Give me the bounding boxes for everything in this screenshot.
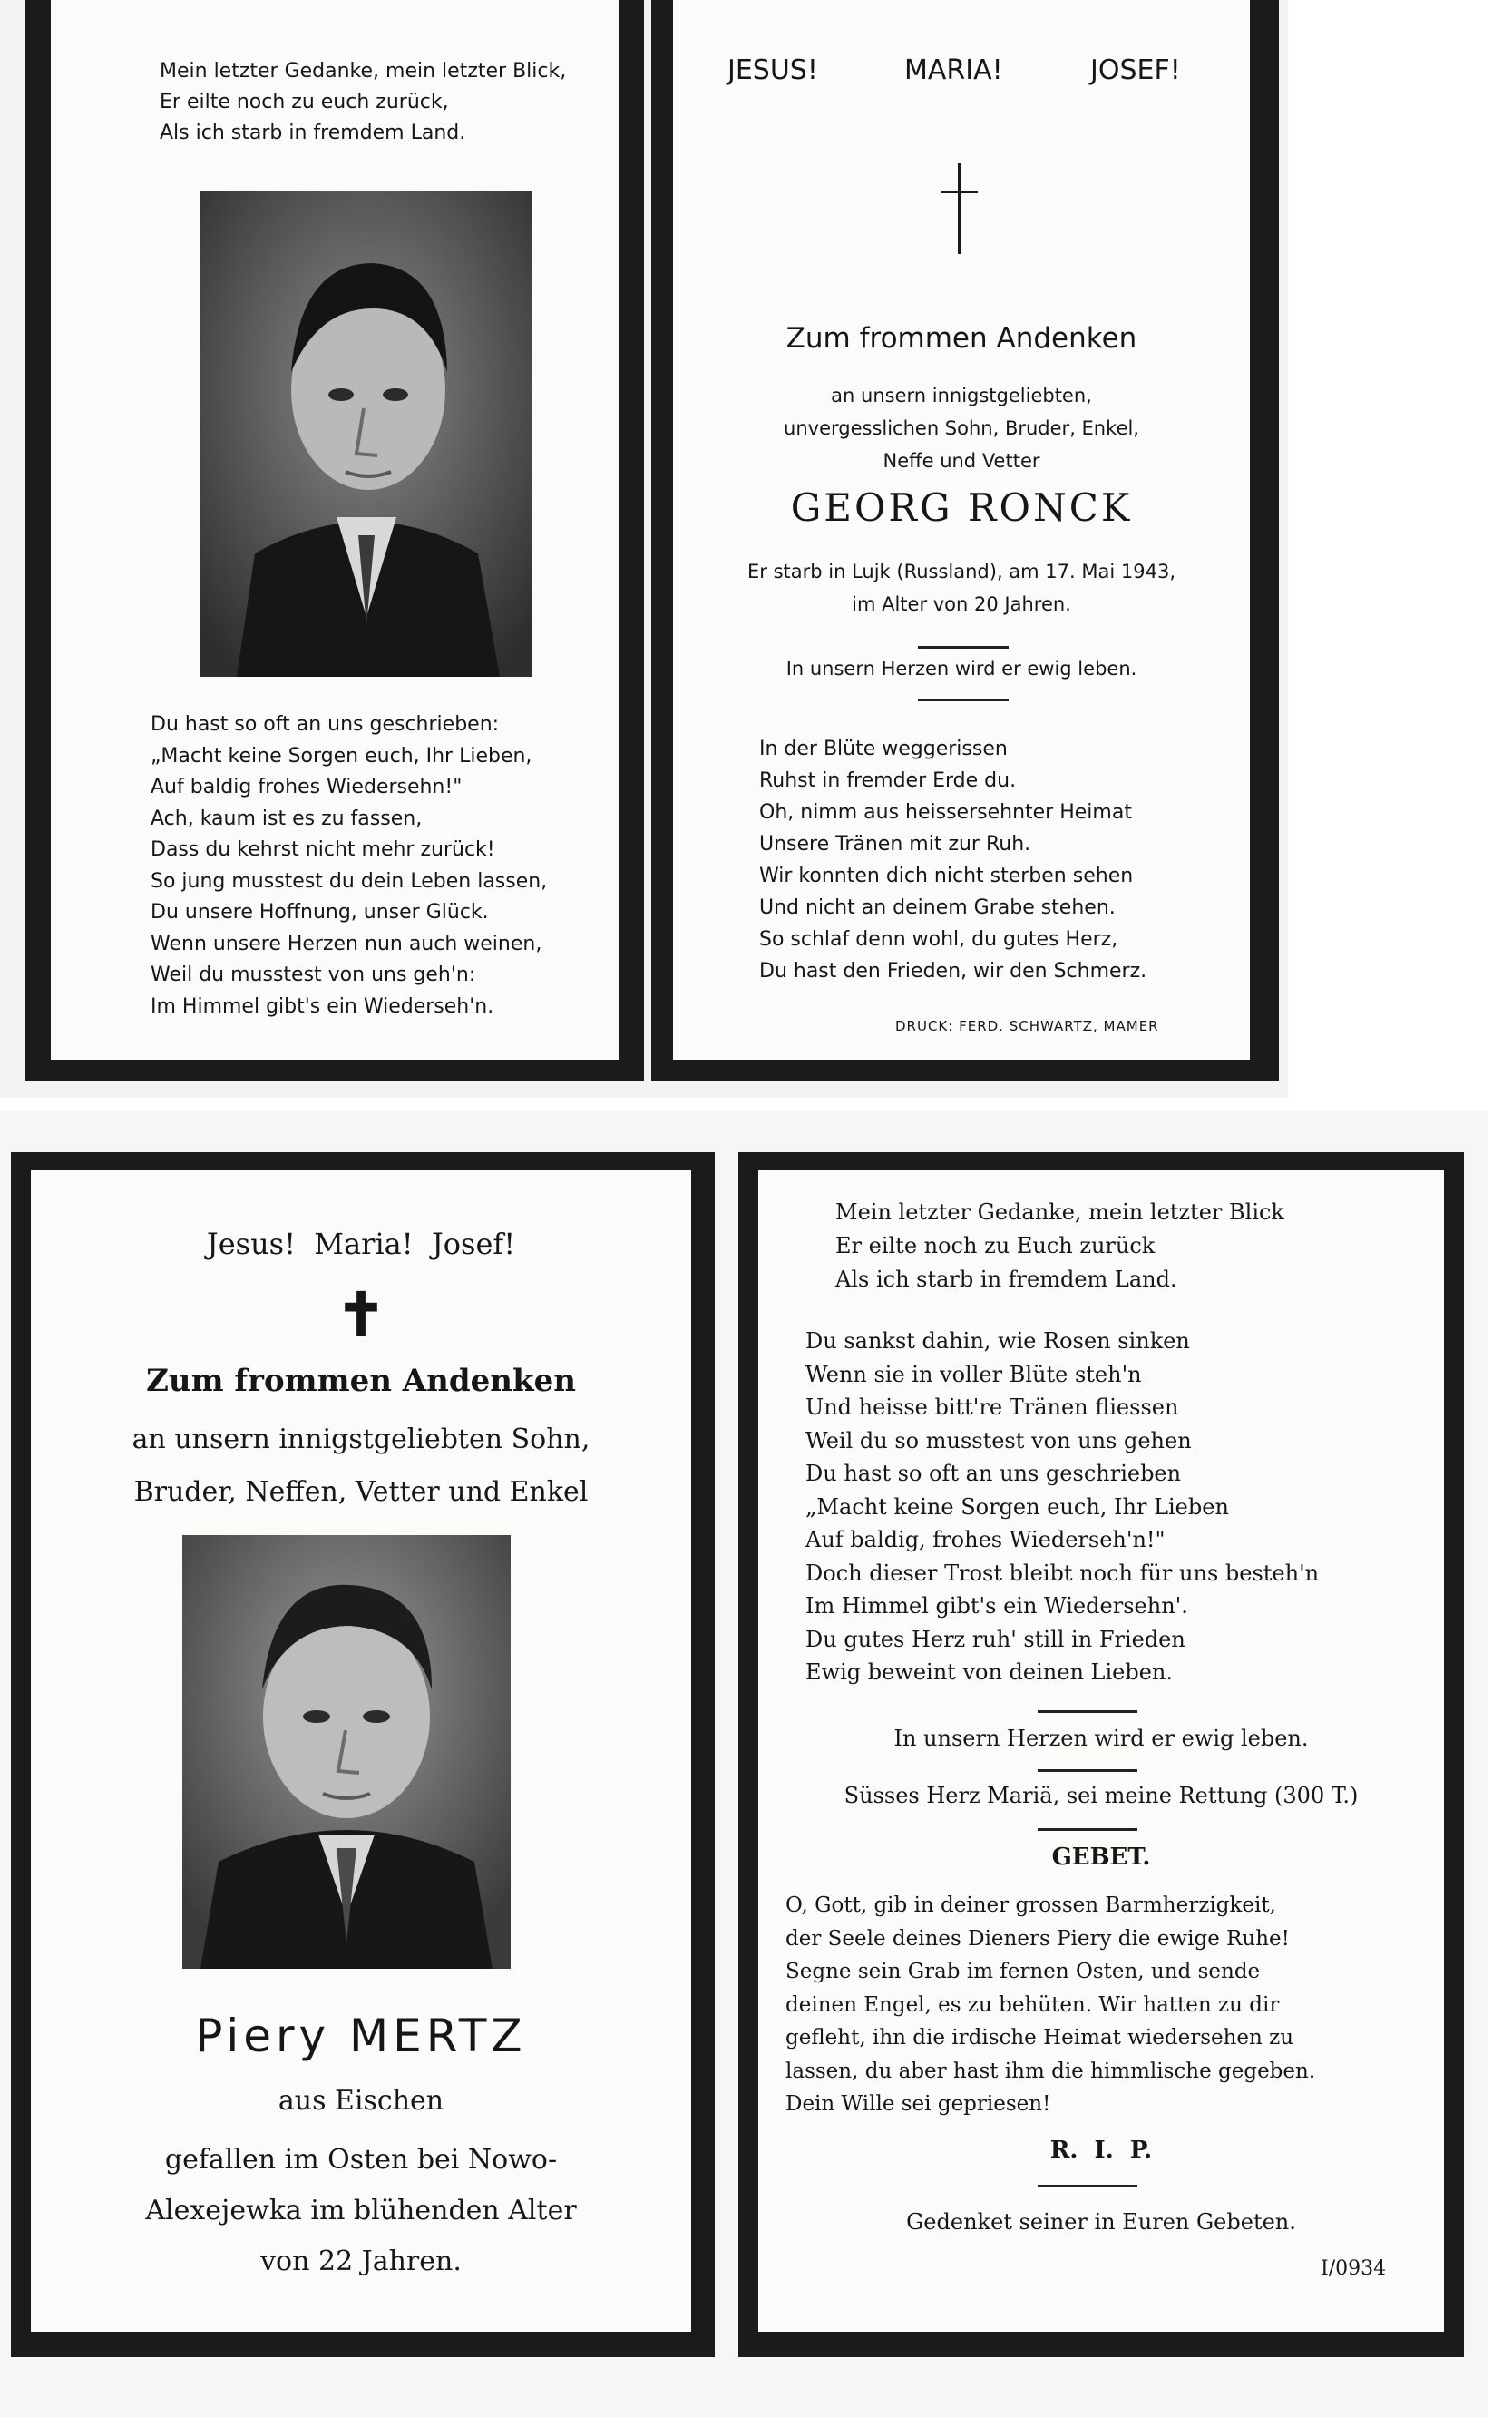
intro-line: unvergesslichen Sohn, Bruder, Enkel, [784,417,1139,439]
verse-line: Mein letzter Gedanke, mein letzter Blick [835,1199,1284,1225]
prayer-line: O, Gott, gib in deiner grossen Barmherzigkeit, [785,1893,1276,1917]
intro-line: Bruder, Neffen, Vetter und Enkel [133,1476,589,1508]
mertz-verse-main [805,1325,1444,1689]
ronck-header [673,54,1250,91]
mertz-code: I/0934 [1321,2257,1387,2280]
verse-line: Als ich starb in fremdem Land. [160,122,466,144]
ronck-name: GEORG RONCK [790,485,1133,530]
ronck-printer: DRUCK: FERD. SCHWARTZ, MAMER [895,1018,1159,1034]
verse-line: Dass du kehrst nicht mehr zurück! [151,838,495,861]
divider [1038,1828,1137,1831]
verse-line: So jung musstest du dein Leben lassen, [151,869,548,893]
mertz-origin: aus Eischen [278,2085,444,2117]
ronck-right-panel [651,0,1279,1081]
intro-line: an unsern innigstgeliebten, [831,385,1092,406]
verse-line: „Macht keine Sorgen euch, Ihr Lieben [805,1493,1229,1520]
ronck-left-panel [25,0,644,1081]
death-line: im Alter von 20 Jahren. [852,593,1071,615]
ronck-verse-top [160,56,619,149]
verse-line: Wir konnten dich nicht sterben sehen [759,865,1134,887]
death-line: gefallen im Osten bei Nowo- [164,2144,558,2176]
verse-line: Du gutes Herz ruh' still in Frieden [805,1626,1185,1652]
portrait-illustration [200,191,532,677]
header-maria: MARIA! [904,54,1003,86]
prayer-line: gefleht, ihn die irdische Heimat wiedersehen zu [785,2026,1294,2050]
verse-line: „Macht keine Sorgen euch, Ihr Lieben, [151,744,532,768]
mertz-header: Jesus! Maria! Josef! [206,1227,516,1261]
mertz-portrait-photo [182,1535,511,1969]
divider [918,699,1009,701]
divider [918,646,1009,649]
divider [1038,2185,1137,2187]
ronck-memorial-title: Zum frommen Andenken [785,322,1137,355]
prayer-line: der Seele deines Dieners Piery die ewige Ruhe! [785,1926,1290,1951]
mertz-right-panel [738,1152,1464,2357]
mertz-death [31,2135,691,2287]
mertz-memorial-title: Zum frommen Andenken [146,1363,576,1399]
verse-line: Du unsere Hoffnung, unser Glück. [151,901,489,924]
mertz-left-panel [11,1152,715,2357]
mertz-intro [31,1414,691,1519]
header-josef: JOSEF! [1090,54,1181,86]
verse-line: Im Himmel gibt's ein Wiederseh'n. [151,994,494,1018]
verse-line: Du sankst dahin, wie Rosen sinken [805,1328,1190,1354]
verse-line: Wenn sie in voller Blüte steh'n [805,1361,1142,1387]
prayer-line: Dein Wille sei gepriesen! [785,2092,1051,2116]
intro-line: an unsern innigstgeliebten Sohn, [132,1424,590,1455]
mertz-remember: Gedenket seiner in Euren Gebeten. [906,2209,1296,2235]
mertz-prayer-line: Süsses Herz Mariä, sei meine Rettung (300 T.) [844,1783,1359,1808]
verse-line: Auf baldig frohes Wiedersehn!" [151,776,463,798]
verse-line: Mein letzter Gedanke, mein letzter Blick, [160,60,567,83]
ronck-motto: In unsern Herzen wird er ewig leben. [785,658,1137,680]
cross-icon [941,163,978,254]
divider [1038,1710,1137,1713]
mertz-name: Piery MERTZ [195,2010,527,2062]
ronck-verse-bottom [151,709,619,1023]
verse-line: Du hast den Frieden, wir den Schmerz. [759,960,1147,983]
prayer-line: Segne sein Grab im fernen Osten, und sende [785,1960,1261,1983]
mertz-prayer-title: GEBET. [1051,1844,1151,1871]
verse-line: Du hast so oft an uns geschrieben: [151,713,500,736]
intro-line: Neffe und Vetter [883,450,1040,472]
portrait-illustration [182,1535,511,1969]
mertz-prayer [785,1889,1444,2121]
ronck-death [673,555,1250,621]
header-jesus: JESUS! [727,54,818,86]
prayer-line: deinen Engel, es zu behüten. Wir hatten zu dir [785,1992,1280,2017]
verse-line: So schlaf denn wohl, du gutes Herz, [759,928,1118,951]
verse-line: Er eilte noch zu Euch zurück [835,1233,1156,1258]
verse-line: Er eilte noch zu euch zurück, [160,91,449,113]
verse-line: In der Blüte weggerissen [759,738,1008,760]
verse-line: Oh, nimm aus heissersehnter Heimat [759,801,1132,824]
ronck-verse [759,733,1250,987]
verse-line: Unsere Tränen mit zur Ruh. [759,833,1031,856]
verse-line: Im Himmel gibt's ein Wiedersehn'. [805,1593,1188,1619]
verse-line: Weil du musstest von uns geh'n: [151,964,476,986]
verse-line: Wenn unsere Herzen nun auch weinen, [151,932,542,955]
verse-line: Doch dieser Trost bleibt noch für uns besteh'n [805,1560,1320,1586]
verse-line: Weil du so musstest von uns gehen [805,1427,1192,1453]
verse-line: Und heisse bitt're Tränen fliessen [805,1394,1179,1420]
divider [1038,1769,1137,1772]
verse-line: Und nicht an deinem Grabe stehen. [759,896,1116,919]
mertz-verse-top [835,1196,1444,1297]
death-line: Alexejewka im blühenden Alter [145,2195,577,2226]
verse-line: Auf baldig, frohes Wiederseh'n!" [805,1527,1166,1552]
verse-line: Ruhst in fremder Erde du. [759,769,1017,792]
cross-icon: ✝ [336,1279,386,1350]
verse-line: Als ich starb in fremdem Land. [835,1267,1177,1292]
mertz-rip: R. I. P. [1049,2137,1153,2164]
death-line: von 22 Jahren. [260,2246,462,2277]
ronck-portrait-photo [200,191,532,677]
mertz-motto: In unsern Herzen wird er ewig leben. [893,1726,1309,1751]
verse-line: Ewig beweint von deinen Lieben. [805,1659,1173,1685]
death-line: Er starb in Lujk (Russland), am 17. Mai 1943, [747,561,1175,582]
ronck-intro [673,379,1250,477]
prayer-line: lassen, du aber hast ihm die himmlische gegeben. [785,2059,1316,2083]
verse-line: Ach, kaum ist es zu fassen, [151,807,423,830]
verse-line: Du hast so oft an uns geschrieben [805,1461,1182,1486]
